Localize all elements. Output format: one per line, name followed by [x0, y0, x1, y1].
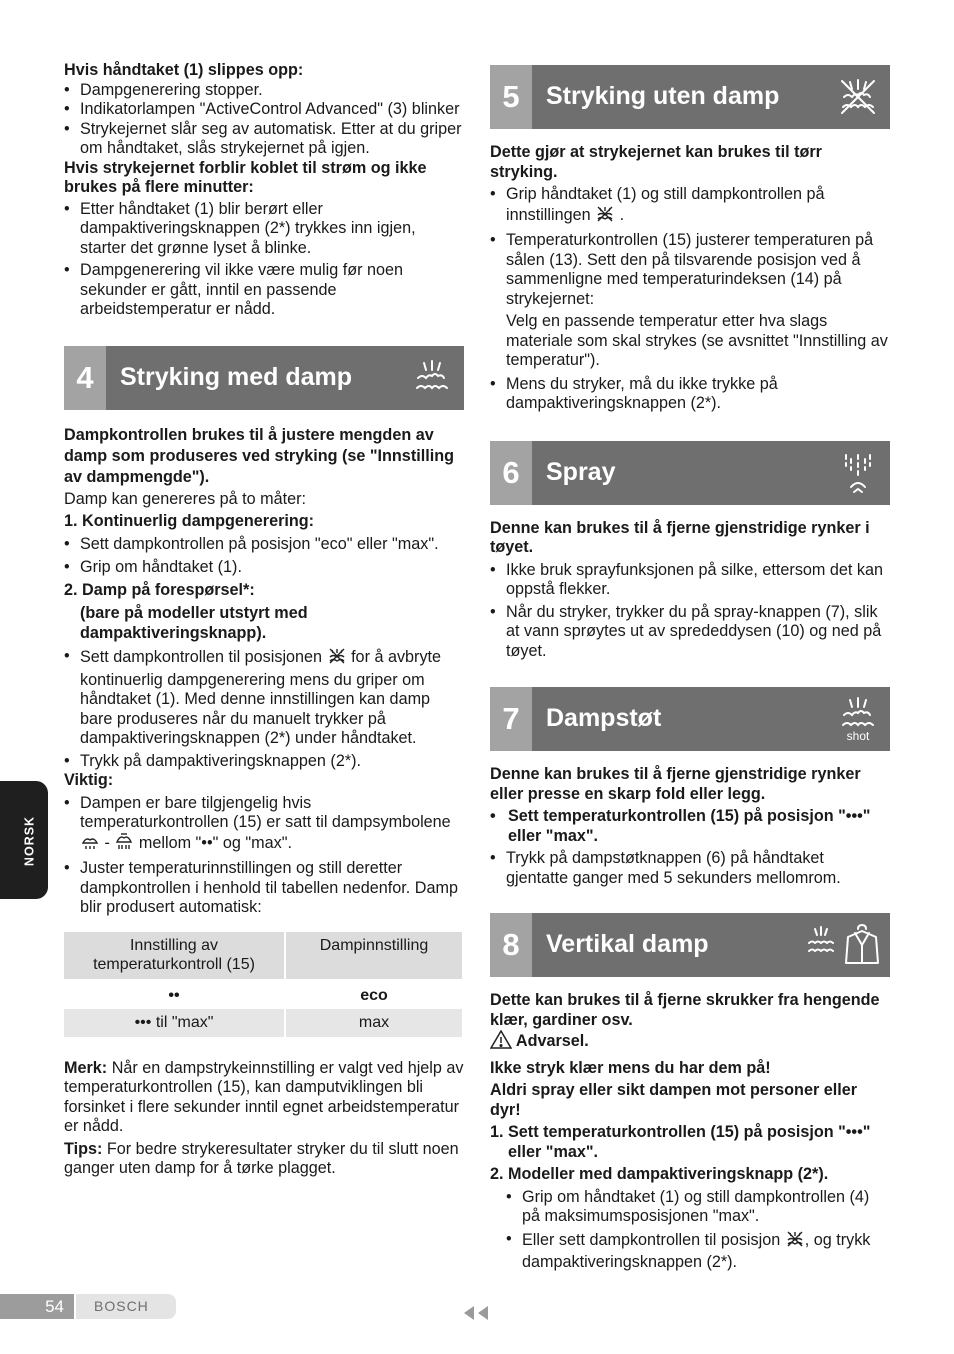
- list-item: [490, 185, 890, 228]
- demand-heading: 2. Damp på forespørsel*:: [64, 580, 255, 599]
- section-title: Stryking uten damp: [546, 82, 780, 111]
- warning-label: Advarsel.: [515, 1032, 589, 1050]
- section-7-header: [490, 687, 890, 751]
- note-label: Merk:: [64, 1058, 108, 1077]
- brand-label: BOSCH: [76, 1294, 176, 1319]
- section-title: Spray: [546, 457, 616, 486]
- text: -: [104, 833, 110, 852]
- tip: [64, 1140, 464, 1179]
- list-item: • Grip om håndtaket (1) og still dampkontrollen (4) på maksimumsposisjonen "max".: [490, 1188, 890, 1227]
- table-cell: ••• til "max": [64, 1009, 284, 1037]
- table-row: [64, 979, 462, 1010]
- text: mellom "••" og "max".: [138, 833, 292, 852]
- steam-symbol-icon: [80, 835, 100, 857]
- text: Dampen er bare tilgjengelig hvis temperaturkontrollen (15) er satt til dampsymbolene: [80, 793, 451, 831]
- section-8-header: [490, 913, 890, 977]
- text: for å avbryte kontinuerlig dampgenerering mens du griper om håndtaket (1). Med denne innstillingen kan damp bare produseres når du manuelt trykker på dampaktiveringsknappen (2*) under håndtaket.: [80, 648, 442, 747]
- list-item: • Dampgenerering stopper.: [64, 81, 464, 101]
- note-text: Når en dampstrykeinnstilling er valgt ved hjelp av temperaturkontrollen (15), kan damputviklingen bli forsinket i flere sekunder inntil egnet arbeidstemperatur er nådd.: [64, 1058, 464, 1135]
- table-cell: max: [286, 1009, 462, 1037]
- list-item: [490, 1230, 890, 1273]
- section-title: Vertikal damp: [546, 930, 709, 959]
- footer: [0, 1294, 176, 1319]
- list-item: • Indikatorlampen "ActiveControl Advanced" (3) blinker: [64, 100, 464, 120]
- list-item: • Trykk på dampaktiveringsknappen (2*).: [64, 752, 464, 772]
- section-7-intro: Denne kan brukes til å fjerne gjenstridige rynker eller presse en skarp fold eller legg.: [490, 765, 861, 803]
- list-item: • Sett dampkontrollen på posisjon "eco" eller "max".: [64, 535, 464, 555]
- language-tab: [0, 781, 48, 899]
- table-header: Dampinnstilling: [286, 932, 462, 979]
- list-item: • Strykejernet slår seg av automatisk. Etter at du griper om håndtaket, slås strykejernet på igjen.: [64, 120, 464, 159]
- demand-subheading: (bare på modeller utstyrt med dampaktiveringsknapp).: [80, 604, 308, 642]
- list-item: • Når du stryker, trykker du på spray-knappen (7), slik at vann sprøytes ut av sprededdysen (10) og ned på tøyet.: [490, 603, 890, 662]
- section-title: Stryking med damp: [120, 362, 352, 391]
- warning-icon: [490, 1030, 512, 1055]
- list-item: [64, 647, 464, 749]
- continuous-heading: 1. Kontinuerlig dampgenerering:: [64, 512, 315, 530]
- section-4-header: [64, 346, 464, 410]
- page-number: 54: [0, 1294, 74, 1319]
- section-number: 7: [490, 687, 532, 751]
- previous-page-icon[interactable]: [462, 1306, 490, 1326]
- section-title: Dampstøt: [546, 704, 662, 733]
- important-heading: Viktig:: [64, 771, 114, 789]
- section-6-intro: Denne kan brukes til å fjerne gjenstridige rynker i tøyet.: [490, 518, 870, 556]
- list-item: • Dampgenerering vil ikke være mulig før noen sekunder er gått, inntil en passende arbeidstemperatur er nådd.: [64, 261, 464, 320]
- no-steam-icon: [785, 1230, 805, 1254]
- list-item: [64, 794, 464, 857]
- vertical-steam-icon: [800, 913, 890, 977]
- section-5-intro: Dette gjør at strykejernet kan brukes til tørr stryking.: [490, 143, 822, 181]
- section-number: 8: [490, 913, 532, 977]
- no-steam-icon: [327, 647, 347, 671]
- steam-symbol-max-icon: [114, 833, 134, 857]
- left-column: [64, 61, 464, 1179]
- steam-settings-table: [62, 932, 464, 1037]
- step: 2. Modeller med dampaktiveringsknapp (2*).: [490, 1165, 829, 1183]
- warning-text: Aldri spray eller sikt dampen mot personer eller dyr!: [490, 1081, 858, 1119]
- section-8-intro: Dette kan brukes til å fjerne skrukker fra hengende klær, gardiner osv.: [490, 991, 880, 1029]
- table-cell: ••: [64, 979, 284, 1010]
- section-4-intro: Dampkontrollen brukes til å justere mengden av damp som produseres ved stryking (se "Innstilling av dampmengde").: [64, 425, 454, 486]
- steam-icon: [400, 346, 464, 410]
- steam-shot-icon: [826, 687, 890, 751]
- table-row: [64, 1009, 462, 1037]
- tip-text: For bedre strykeresultater stryker du til slutt noen ganger uten damp for å tørke plagget.: [64, 1139, 459, 1177]
- section-number: 5: [490, 65, 532, 129]
- handle-release-heading: Hvis håndtaket (1) slippes opp:: [64, 61, 304, 79]
- text: .: [619, 205, 625, 224]
- section-number: 4: [64, 346, 106, 410]
- table-cell: eco: [286, 979, 462, 1010]
- list-item-continuation: Velg en passende temperatur etter hva slags materiale som skal strykes (se avsnittet "Innstilling av temperatur").: [506, 312, 888, 369]
- spray-icon: [826, 441, 890, 505]
- right-column: [490, 65, 890, 1273]
- list-item: • Mens du stryker, må du ikke trykke på dampaktiveringsknappen (2*).: [490, 375, 890, 414]
- list-item: • Temperaturkontrollen (15) justerer temperaturen på sålen (13). Sett den på tilsvarende posisjon ved å sammenligne med temperaturindeksen (14) på strykejernet:: [490, 231, 890, 309]
- idle-heading: Hvis strykejernet forblir koblet til strøm og ikke brukes på flere minutter:: [64, 158, 427, 196]
- note: [64, 1059, 464, 1137]
- step: 1. Sett temperaturkontrollen (15) på posisjon "•••" eller "max".: [490, 1123, 871, 1161]
- no-steam-icon: [595, 205, 615, 229]
- text: Grip håndtaket (1) og still dampkontrollen på innstillingen: [506, 185, 825, 224]
- language-label: NORSK: [22, 815, 37, 867]
- shot-label: shot: [846, 729, 870, 743]
- list-item: • Grip om håndtaket (1).: [64, 558, 464, 578]
- text: Sett dampkontrollen til posisjonen: [80, 648, 323, 666]
- tip-label: Tips:: [64, 1139, 103, 1158]
- list-item: • Etter håndtaket (1) blir berørt eller dampaktiveringsknappen (2*) trykkes inn igjen, starter det grønne lyset å blinke.: [64, 200, 464, 259]
- list-item: • Sett temperaturkontrollen (15) på posisjon "•••" eller "max".: [490, 807, 890, 846]
- section-6-header: [490, 441, 890, 505]
- warning: [490, 1030, 890, 1055]
- section-5-header: [490, 65, 890, 129]
- text: , og trykk dampaktiveringsknappen (2*).: [522, 1230, 871, 1271]
- list-item: • Juster temperaturinnstillingen og still deretter dampkontrollen i henhold til tabellen nedenfor. Damp blir produsert automatisk:: [64, 859, 464, 918]
- section-number: 6: [490, 441, 532, 505]
- text: Eller sett dampkontrollen til posisjon: [522, 1230, 781, 1249]
- table-header-row: [64, 932, 462, 979]
- table-header: Innstilling av temperaturkontroll (15): [64, 932, 284, 979]
- no-steam-icon: [826, 65, 890, 129]
- warning-text: Ikke stryk klær mens du har dem på!: [490, 1058, 771, 1077]
- steam-ways: Damp kan genereres på to måter:: [64, 489, 307, 508]
- list-item: • Trykk på dampstøtknappen (6) på håndtaket gjentatte ganger med 5 sekunders mellomrom.: [490, 849, 890, 888]
- list-item: • Ikke bruk sprayfunksjonen på silke, ettersom det kan oppstå flekker.: [490, 561, 890, 600]
